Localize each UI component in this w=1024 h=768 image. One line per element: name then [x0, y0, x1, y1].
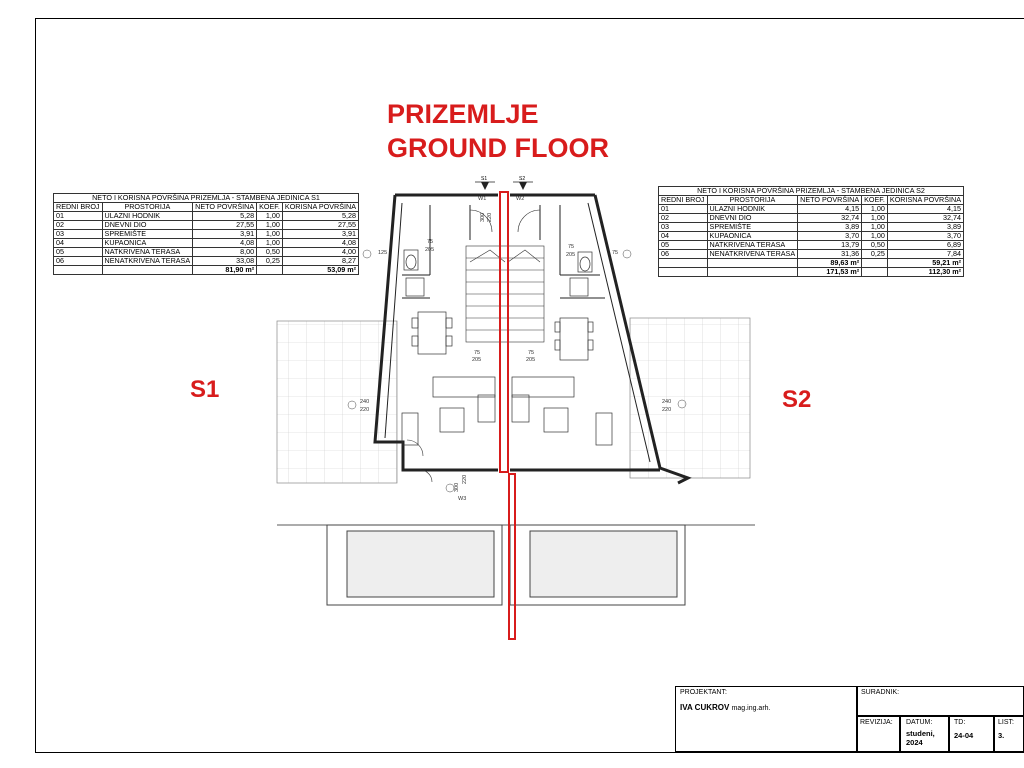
projektant-title: mag.ing.arh. [731, 705, 771, 712]
grand-total-neto: 171,53 m² [798, 268, 862, 277]
table-row: 01 ULAZNI HODNIK 4,15 1,00 4,15 [659, 205, 964, 214]
table-row: 06 NENATKRIVENA TERASA 31,36 0,25 7,84 [659, 250, 964, 259]
header-koef: KOEF. [257, 203, 283, 212]
td-value: 24-04 [954, 731, 974, 740]
header-neto: NETO POVRŠINA [798, 196, 862, 205]
table-row: 02 DNEVNI DIO 27,55 1,00 27,55 [54, 221, 359, 230]
dim-label: 240 [662, 399, 672, 405]
datum-value: studeni, 2024 [906, 729, 935, 747]
table-row: 01 ULAZNI HODNIK 5,28 1,00 5,28 [54, 212, 359, 221]
header-korisna: KORISNA POVRŠINA [282, 203, 358, 212]
dim-label: 75 [612, 250, 619, 256]
title-line-1: PRIZEMLJE [387, 99, 539, 129]
table-row: 04 KUPAONICA 3,70 1,00 3,70 [659, 232, 964, 241]
suradnik-label: SURADNIK: [861, 689, 900, 696]
total-korisna: 53,09 m² [282, 266, 358, 275]
projektant-label: PROJEKTANT: [680, 689, 727, 696]
dim-label: 75 [427, 239, 434, 245]
header-korisna: KORISNA POVRŠINA [887, 196, 963, 205]
dim-label: 220 [462, 474, 468, 484]
unit-label-s2: S2 [782, 386, 812, 413]
header-redni-broj: REDNI BROJ [659, 196, 708, 205]
table-row: 02 DNEVNI DIO 32,74 1,00 32,74 [659, 214, 964, 223]
dim-label: 205 [425, 247, 435, 253]
header-prostorija: PROSTORIJA [102, 203, 193, 212]
table-row: 06 NENATKRIVENA TERASA 33,08 0,25 8,27 [54, 257, 359, 266]
table-row: 05 NATKRIVENA TERASA 13,79 0,50 6,89 [659, 241, 964, 250]
total-korisna-s2: 59,21 m² [887, 259, 963, 268]
table-caption: NETO I KORISNA POVRŠINA PRIZEMLJA - STAMBENA JEDINICA S1 [54, 194, 359, 203]
door-label-w2: W2 [516, 196, 525, 202]
section-label-s1: S1 [481, 176, 488, 182]
header-prostorija: PROSTORIJA [707, 196, 798, 205]
staircase [466, 246, 544, 342]
door-label-w3: W3 [458, 496, 467, 502]
dim-label: 125 [378, 250, 388, 256]
dim-label: 220 [360, 407, 370, 413]
table-row: 05 NATKRIVENA TERASA 8,00 0,50 4,00 [54, 248, 359, 257]
table-caption: NETO I KORISNA POVRŠINA PRIZEMLJA - STAMBENA JEDINICA S2 [659, 187, 964, 196]
revizija-label: REVIZIJA: [860, 719, 893, 726]
header-neto: NETO POVRŠINA [193, 203, 257, 212]
grand-total-korisna: 112,30 m² [887, 268, 963, 277]
dim-label: 75 [474, 350, 481, 356]
section-label-s2: S2 [519, 176, 526, 182]
header-koef: KOEF. [862, 196, 888, 205]
dim-label: 75 [568, 244, 575, 250]
dim-label: 75 [528, 350, 535, 356]
table-row: 03 SPREMIŠTE 3,91 1,00 3,91 [54, 230, 359, 239]
td-label: TD: [954, 719, 966, 726]
dim-label: 220 [662, 407, 672, 413]
list-label: LIST: [998, 719, 1014, 726]
list-value: 3. [998, 731, 1005, 740]
section-markers [475, 182, 533, 190]
total-neto-s2: 89,63 m² [798, 259, 862, 268]
unit-label-s1: S1 [190, 376, 220, 403]
dim-label: 205 [526, 357, 536, 363]
dim-label: 240 [360, 399, 370, 405]
dim-label: 300 [480, 212, 486, 222]
projektant-name: IVA CUKROV mag.ing.arh. [680, 703, 771, 712]
total-neto: 81,90 m² [193, 266, 257, 275]
table-row: 03 SPREMIŠTE 3,89 1,00 3,89 [659, 223, 964, 232]
dim-label: 300 [454, 482, 460, 492]
table-row: 04 KUPAONICA 4,08 1,00 4,08 [54, 239, 359, 248]
header-redni-broj: REDNI BROJ [54, 203, 103, 212]
dim-label: 205 [472, 357, 482, 363]
dim-label: 205 [566, 252, 576, 258]
dim-label: 220 [487, 212, 493, 222]
title-line-2: GROUND FLOOR [387, 133, 609, 163]
door-label-w1: W1 [478, 196, 487, 202]
datum-label: DATUM: [906, 719, 933, 726]
